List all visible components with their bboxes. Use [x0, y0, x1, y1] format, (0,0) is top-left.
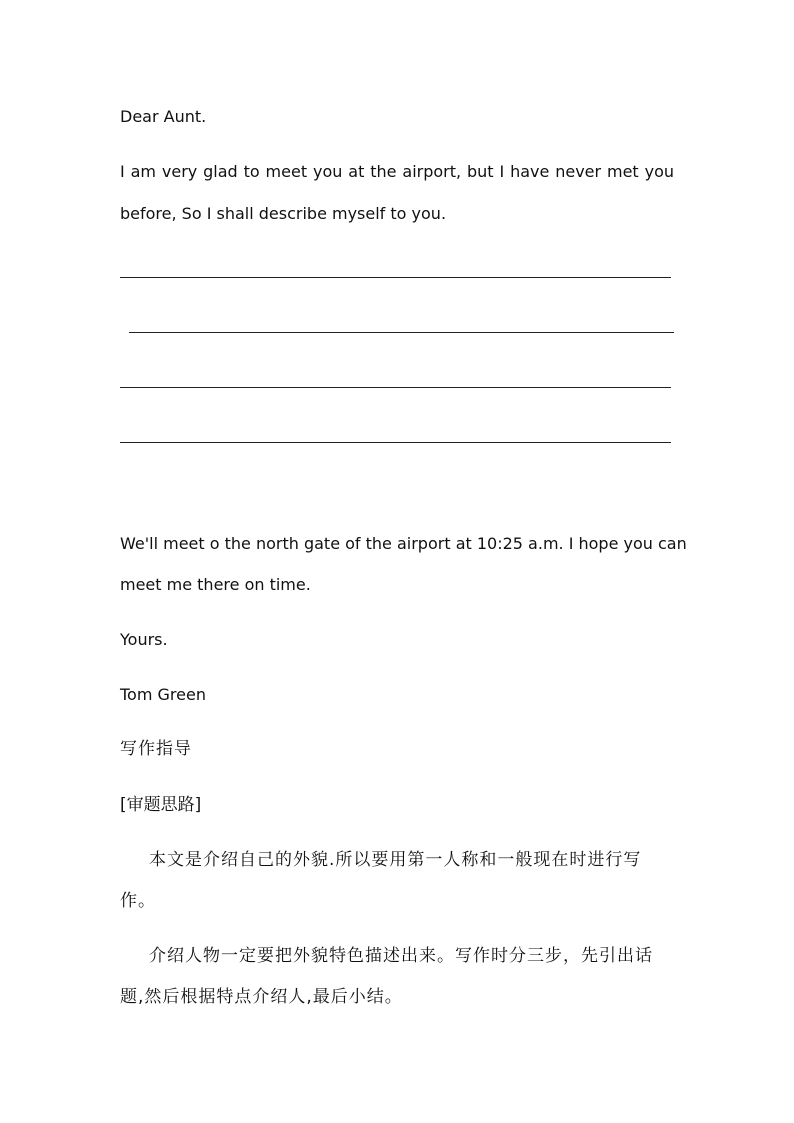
blank-writing-line-2[interactable]: [129, 332, 674, 333]
guide-paragraph-2-line-1: 介绍人物一定要把外貌特色描述出来。写作时分三步，先引出话: [149, 946, 653, 966]
letter-paragraph-2-line-1: We'll meet o the north gate of the airport at 10:25 a.m. I hope you can: [120, 534, 687, 553]
blank-writing-line-3[interactable]: [120, 387, 671, 388]
letter-paragraph-2-line-2: meet me there on time.: [120, 575, 311, 594]
letter-closing: Yours.: [120, 630, 168, 649]
blank-writing-line-1[interactable]: [120, 277, 671, 278]
guide-heading: 写作指导: [120, 739, 192, 759]
guide-paragraph-2-line-2: 题,然后根据特点介绍人,最后小结。: [120, 987, 403, 1007]
letter-paragraph-1-line-1: I am very glad to meet you at the airport, but I have never met you: [120, 162, 674, 181]
letter-greeting: Dear Aunt.: [120, 107, 207, 126]
guide-subheading: [审题思路]: [120, 795, 202, 815]
guide-paragraph-1-line-1: 本文是介绍自己的外貌.所以要用第一人称和一般现在时进行写: [149, 850, 642, 870]
letter-signature: Tom Green: [120, 685, 206, 704]
letter-paragraph-1-line-2: before, So I shall describe myself to you.: [120, 204, 447, 223]
blank-writing-line-4[interactable]: [120, 442, 671, 443]
guide-paragraph-1-line-2: 作。: [120, 891, 156, 911]
